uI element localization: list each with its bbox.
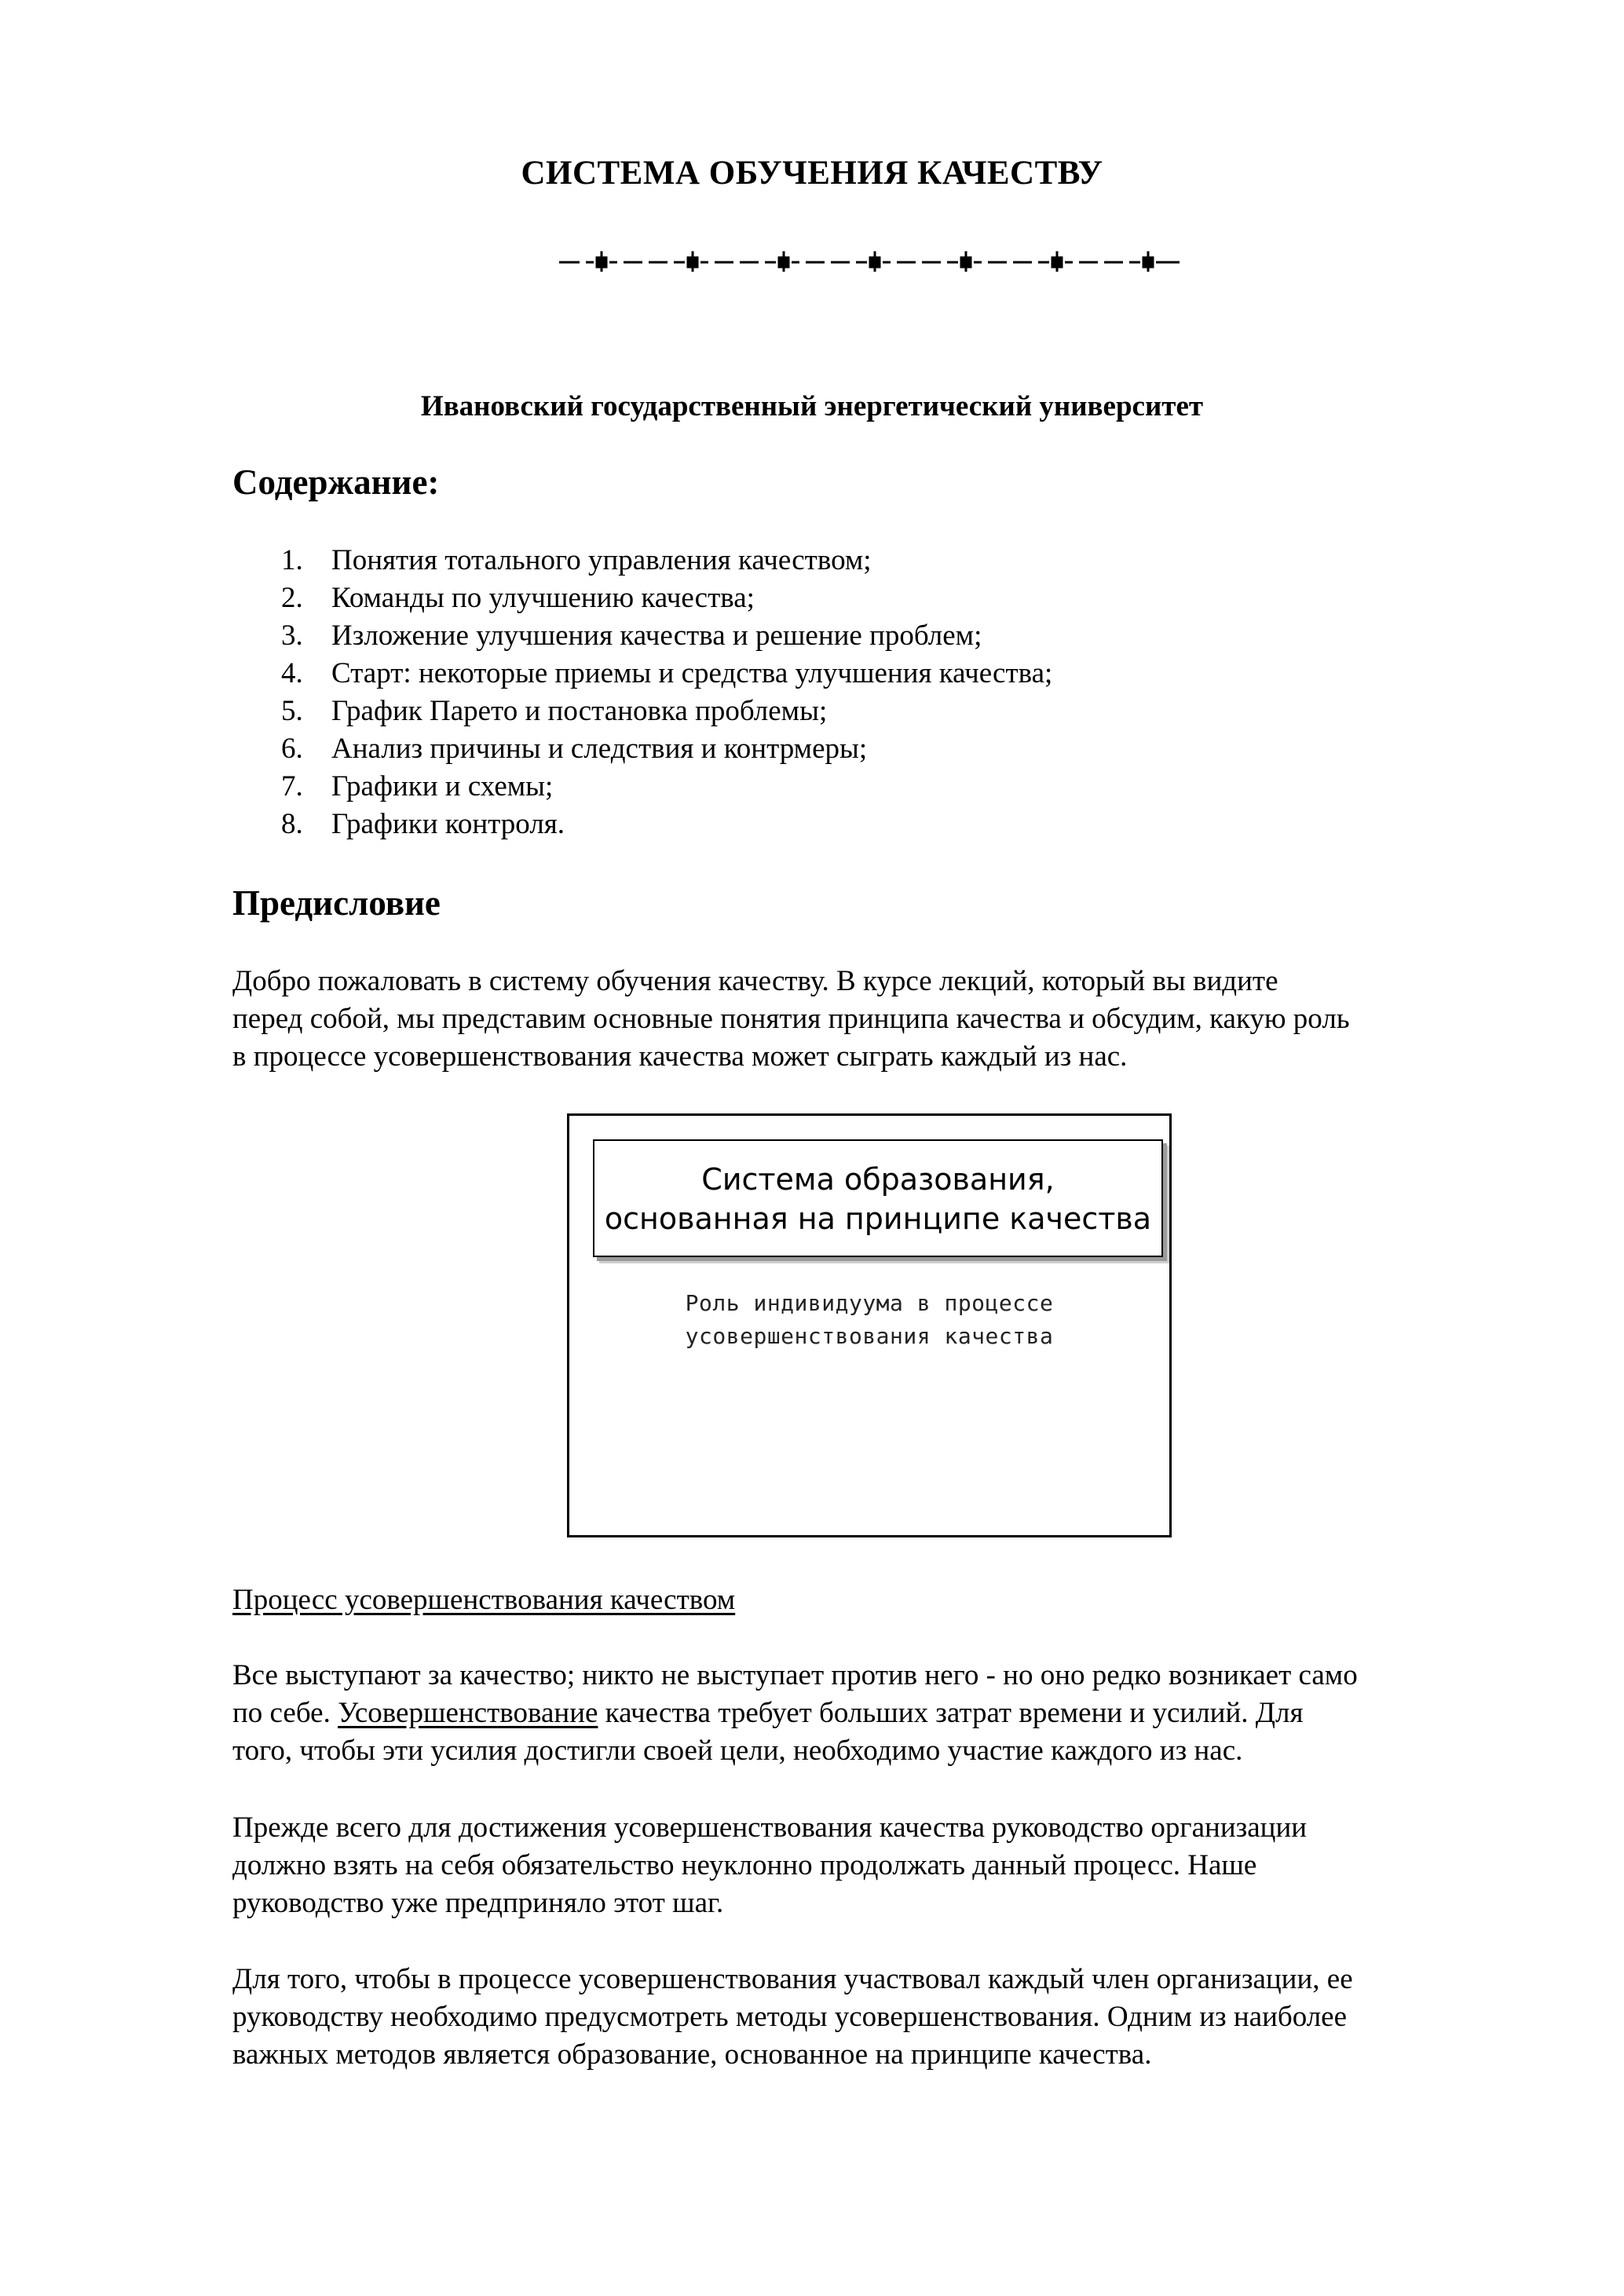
toc-item	[232, 768, 1052, 806]
paragraph-line: перед собой, мы представим основные понятия принципа качества и обсудим, какую роль	[232, 1003, 1350, 1035]
toc-item-text: Графики и схемы;	[331, 770, 554, 803]
toc-item-number: 8.	[281, 808, 303, 840]
toc-item	[232, 617, 1052, 655]
toc-item	[232, 579, 1052, 617]
process-paragraph-2	[232, 1809, 1307, 1922]
decorative-divider	[559, 250, 1180, 273]
paragraph-line: Для того, чтобы в процессе усовершенствования участвовал каждый член организации, ее	[232, 1963, 1353, 1995]
slide-title-box	[593, 1139, 1163, 1257]
toc-item-text: Понятия тотального управления качеством;	[331, 544, 872, 576]
paragraph-line: того, чтобы эти усилия достигли своей цели, необходимо участие каждого из нас.	[232, 1735, 1243, 1767]
toc-item-text: График Парето и постановка проблемы;	[331, 695, 828, 727]
toc-item-number: 7.	[281, 770, 303, 803]
toc-item-text: Команды по улучшению качества;	[331, 582, 755, 614]
toc-heading: Содержание:	[232, 462, 440, 502]
slide-subtitle	[569, 1287, 1169, 1353]
toc-item-number: 2.	[281, 582, 303, 614]
paragraph-line: Добро пожаловать в систему обучения качеству. В курсе лекций, который вы видите	[232, 965, 1278, 997]
slide-title-line: Система образования,	[701, 1162, 1055, 1197]
preface-paragraph	[232, 963, 1350, 1076]
slide-subtitle-line: усовершенствования качества	[685, 1323, 1054, 1349]
toc-item-number: 6.	[281, 733, 303, 765]
paragraph-line: Прежде всего для достижения усовершенствования качества руководство организации	[232, 1812, 1308, 1844]
paragraph-line: руководству необходимо предусмотреть методы усовершенствования. Одним из наиболее	[232, 2001, 1348, 2033]
toc-item	[232, 730, 1052, 768]
table-of-contents	[232, 542, 1052, 843]
paragraph-text: качества требует больших затрат времени и усилий. Для	[598, 1697, 1304, 1729]
paragraph-line: важных методов является образование, основанное на принципе качества.	[232, 2038, 1152, 2071]
toc-item-number: 1.	[281, 544, 303, 576]
university-name: Ивановский государственный энергетический университет	[420, 390, 1204, 422]
slide-figure	[567, 1113, 1172, 1537]
document-title: СИСТЕМА ОБУЧЕНИЯ КАЧЕСТВУ	[521, 155, 1103, 192]
process-paragraph-3	[232, 1961, 1353, 2074]
toc-item	[232, 806, 1052, 843]
slide-title-line: основанная на принципе качества	[604, 1201, 1152, 1236]
toc-item	[232, 693, 1052, 730]
toc-item-number: 4.	[281, 657, 303, 689]
underlined-term: Усовершенствование	[338, 1697, 598, 1729]
toc-item-text: Старт: некоторые приемы и средства улучшения качества;	[331, 657, 1053, 689]
toc-item	[232, 542, 1052, 579]
toc-item-number: 5.	[281, 695, 303, 727]
process-heading: Процесс усовершенствования качеством	[232, 1584, 736, 1616]
toc-item-text: Изложение улучшения качества и решение проблем;	[331, 620, 982, 652]
paragraph-line: руководство уже предприняло этот шаг.	[232, 1887, 724, 1919]
toc-item-text: Графики контроля.	[331, 808, 565, 840]
paragraph-text: по себе.	[232, 1697, 338, 1729]
paragraph-line	[232, 1695, 1358, 1732]
toc-item-text: Анализ причины и следствия и контрмеры;	[331, 733, 868, 765]
slide-subtitle-line: Роль индивидуума в процессе	[685, 1290, 1054, 1316]
process-paragraph-1	[232, 1657, 1358, 1770]
toc-item-number: 3.	[281, 620, 303, 652]
preface-heading: Предисловие	[232, 883, 441, 923]
toc-item	[232, 655, 1052, 693]
paragraph-line: в процессе усовершенствования качества может сыграть каждый из нас.	[232, 1040, 1128, 1073]
paragraph-line: Все выступают за качество; никто не выступает против него - но оно редко возникает само	[232, 1659, 1358, 1691]
paragraph-line: должно взять на себя обязательство неуклонно продолжать данный процесс. Наше	[232, 1849, 1257, 1881]
